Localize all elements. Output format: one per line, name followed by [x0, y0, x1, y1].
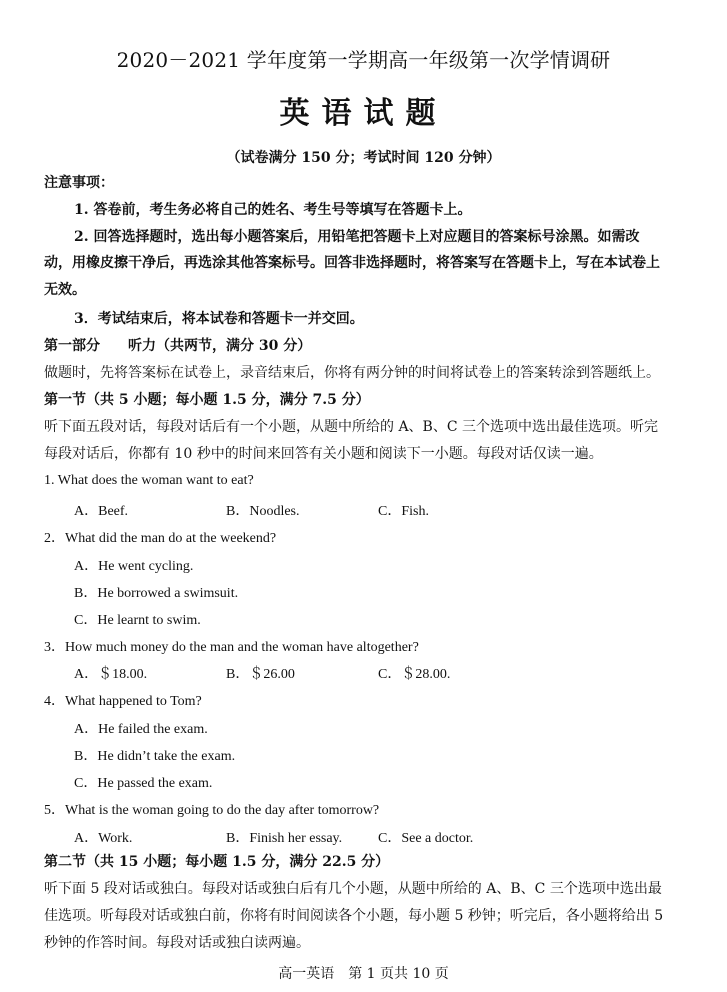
section2-instruction: 听下面 5 段对话或独白。每段对话或独白后有几个小题，从题中所给的 A、B、C 三个选项中选出最 [44, 881, 662, 897]
question-stem: 5．What is the woman going to do the day after tomorrow? [44, 803, 380, 818]
score-time-note: （试卷满分 150 分；考试时间 120 分钟） [226, 150, 501, 166]
note-item: 1. 答卷前，考生务必将自己的姓名、考生号等填写在答题卡上。 [74, 202, 472, 218]
option-b: B．＄26.00 [226, 667, 295, 682]
section1-heading: 第一节（共 5 小题；每小题 1.5 分，满分 7.5 分） [44, 392, 370, 408]
option-a: A．He failed the exam. [74, 722, 208, 737]
option-b: B．Noodles. [226, 504, 300, 519]
question-stem: 3．How much money do the man and the woman have altogether? [44, 640, 419, 655]
option-b: B．Finish her essay. [226, 831, 343, 846]
option-c: C．He learnt to swim. [74, 613, 201, 628]
option-b: B．He didn’t take the exam. [74, 749, 236, 764]
notes-heading: 注意事项： [44, 175, 114, 191]
note-item: 3．考试结束后，将本试卷和答题卡一并交回。 [74, 311, 364, 327]
option-a: A．Work. [74, 831, 133, 846]
note-item: 无效。 [44, 282, 86, 298]
section2-instruction: 秒钟的作答时间。每段对话或独白读两遍。 [44, 935, 310, 951]
question-stem: 2．What did the man do at the weekend? [44, 531, 277, 546]
option-a: A．He went cycling. [74, 559, 194, 574]
section1-instruction: 每段对话后，你都有 10 秒中的时间来回答有关小题和阅读下一小题。每段对话仅读一遍。 [44, 446, 603, 462]
question-stem: 1. What does the woman want to eat? [44, 473, 254, 488]
exam-title: 2020－2021 学年度第一学期高一年级第一次学情调研 [116, 48, 611, 72]
option-c: C．See a doctor. [378, 831, 474, 846]
section1-instruction: 听下面五段对话，每段对话后有一个小题，从题中所给的 A、B、C 三个选项中选出最佳选项。听完 [44, 419, 659, 435]
section2-heading: 第二节（共 15 小题；每小题 1.5 分，满分 22.5 分） [44, 854, 390, 870]
option-a: A．Beef. [74, 504, 129, 519]
option-b: B．He borrowed a swimsuit. [74, 586, 239, 601]
part1-heading: 第一部分 听力（共两节，满分 30 分） [44, 338, 312, 354]
option-c: C．He passed the exam. [74, 776, 213, 791]
page-footer: 高一英语 第 1 页共 10 页 [278, 966, 449, 982]
option-a: A．＄18.00. [74, 667, 148, 682]
option-c: C．＄28.00. [378, 667, 451, 682]
note-item: 2. 回答选择题时，选出每小题答案后，用铅笔把答题卡上对应题目的答案标号涂黑。如需改 [74, 229, 640, 245]
part1-instruction: 做题时，先将答案标在试卷上，录音结束后，你将有两分钟的时间将试卷上的答案转涂到答题纸上。 [44, 365, 660, 381]
section2-instruction: 佳选项。听每段对话或独白前，你将有时间阅读各个小题，每小题 5 秒钟；听完后，各小题将给出 5 [44, 908, 664, 924]
note-item: 动，用橡皮擦干净后，再选涂其他答案标号。回答非选择题时，将答案写在答题卡上，写在本试卷上 [44, 255, 660, 271]
option-c: C．Fish. [378, 504, 429, 519]
question-stem: 4．What happened to Tom? [44, 694, 202, 709]
subject-title: 英语试题 [279, 96, 448, 131]
